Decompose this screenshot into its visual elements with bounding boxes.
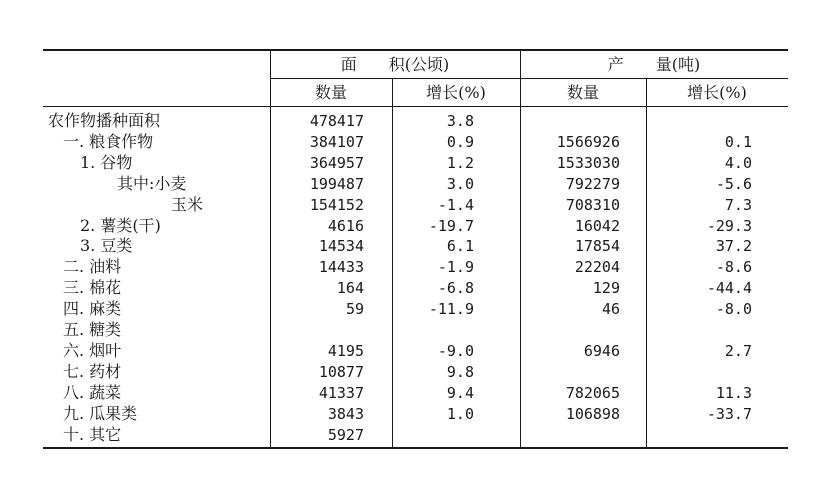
area-growth-cell: 3.8 (446, 112, 474, 130)
output-quantity-header: 数量 (566, 83, 599, 102)
row-label: 六. 烟叶 (63, 341, 122, 360)
area-quantity-cell: 154152 (309, 196, 364, 214)
output-quantity-cell: 6946 (583, 342, 620, 360)
top-rule (43, 49, 788, 51)
area-quantity-cell: 10877 (318, 363, 364, 381)
row-label: 十. 其它 (63, 425, 122, 444)
row-label: 一. 粮食作物 (63, 132, 154, 151)
output-growth-cell: 37.2 (715, 237, 752, 255)
area-quantity-cell: 5927 (327, 426, 364, 444)
header-bottom-rule (43, 106, 788, 107)
area-growth-header: 增长(%) (426, 83, 486, 102)
area-quantity-cell: 3843 (327, 405, 364, 423)
area-growth-cell: 9.4 (446, 384, 474, 402)
row-label: 五. 糖类 (63, 320, 122, 339)
output-growth-cell: -44.4 (706, 279, 752, 297)
area-growth-cell: -6.8 (437, 279, 474, 297)
output-quantity-cell: 46 (601, 300, 620, 318)
output-growth-cell: -29.3 (706, 217, 752, 235)
bottom-rule (43, 447, 788, 449)
area-growth-cell: -1.9 (437, 258, 474, 276)
output-quantity-cell: 782065 (565, 384, 620, 402)
output-quantity-cell: 1533030 (556, 154, 620, 172)
area-growth-cell: -11.9 (428, 300, 474, 318)
row-label: 九. 瓜果类 (63, 404, 138, 423)
output-growth-cell: -33.7 (706, 405, 752, 423)
area-group-header: 面 积(公顷) (340, 55, 450, 74)
output-group-header: 产 量(吨) (607, 55, 701, 74)
area-quantity-cell: 199487 (309, 175, 364, 193)
output-growth-cell: 2.7 (724, 342, 752, 360)
area-growth-cell: -9.0 (437, 342, 474, 360)
area-quantity-cell: 14534 (318, 237, 364, 255)
area-growth-cell: -19.7 (428, 217, 474, 235)
row-label: 农作物播种面积 (48, 111, 161, 130)
area-growth-cell: 1.0 (446, 405, 474, 423)
row-label: 八. 蔬菜 (63, 383, 122, 402)
area-quantity-cell: 364957 (309, 154, 364, 172)
area-quantity-cell: 14433 (318, 258, 364, 276)
output-growth-cell: -8.6 (715, 258, 752, 276)
output-quantity-cell: 17854 (574, 237, 620, 255)
output-quantity-cell: 16042 (574, 217, 620, 235)
row-label: 1. 谷物 (80, 153, 133, 172)
output-quantity-cell: 22204 (574, 258, 620, 276)
area-quantity-header: 数量 (314, 83, 347, 102)
output-quantity-cell: 792279 (565, 175, 620, 193)
row-label: 2. 薯类(干) (80, 216, 161, 235)
area-quantity-cell: 4616 (327, 217, 364, 235)
area-growth-cell: 6.1 (446, 237, 474, 255)
area-quantity-cell: 41337 (318, 384, 364, 402)
row-label: 3. 豆类 (80, 236, 133, 255)
output-quantity-cell: 129 (592, 279, 620, 297)
row-label: 七. 药材 (63, 362, 122, 381)
output-growth-cell: 0.1 (724, 133, 752, 151)
output-growth-cell: 11.3 (715, 384, 752, 402)
output-growth-header: 增长(%) (687, 83, 747, 102)
output-growth-cell: 7.3 (724, 196, 752, 214)
output-growth-cell: -8.0 (715, 300, 752, 318)
output-quantity-cell: 708310 (565, 196, 620, 214)
row-label: 玉米 (171, 195, 204, 214)
area-growth-cell: 0.9 (446, 133, 474, 151)
row-label: 二. 油料 (63, 257, 122, 276)
row-label: 三. 棉花 (63, 278, 122, 297)
area-growth-cell: -1.4 (437, 196, 474, 214)
header-group-rule (270, 78, 788, 79)
area-quantity-cell: 478417 (309, 112, 364, 130)
row-label: 四. 麻类 (63, 299, 122, 318)
area-growth-cell: 1.2 (446, 154, 474, 172)
area-growth-cell: 3.0 (446, 175, 474, 193)
area-quantity-cell: 164 (336, 279, 364, 297)
area-growth-cell: 9.8 (446, 363, 474, 381)
output-quantity-cell: 1566926 (556, 133, 620, 151)
area-quantity-cell: 4195 (327, 342, 364, 360)
area-quantity-cell: 384107 (309, 133, 364, 151)
area-quantity-cell: 59 (345, 300, 364, 318)
output-growth-cell: 4.0 (724, 154, 752, 172)
row-label: 其中:小麦 (117, 174, 187, 193)
output-growth-cell: -5.6 (715, 175, 752, 193)
output-quantity-cell: 106898 (565, 405, 620, 423)
